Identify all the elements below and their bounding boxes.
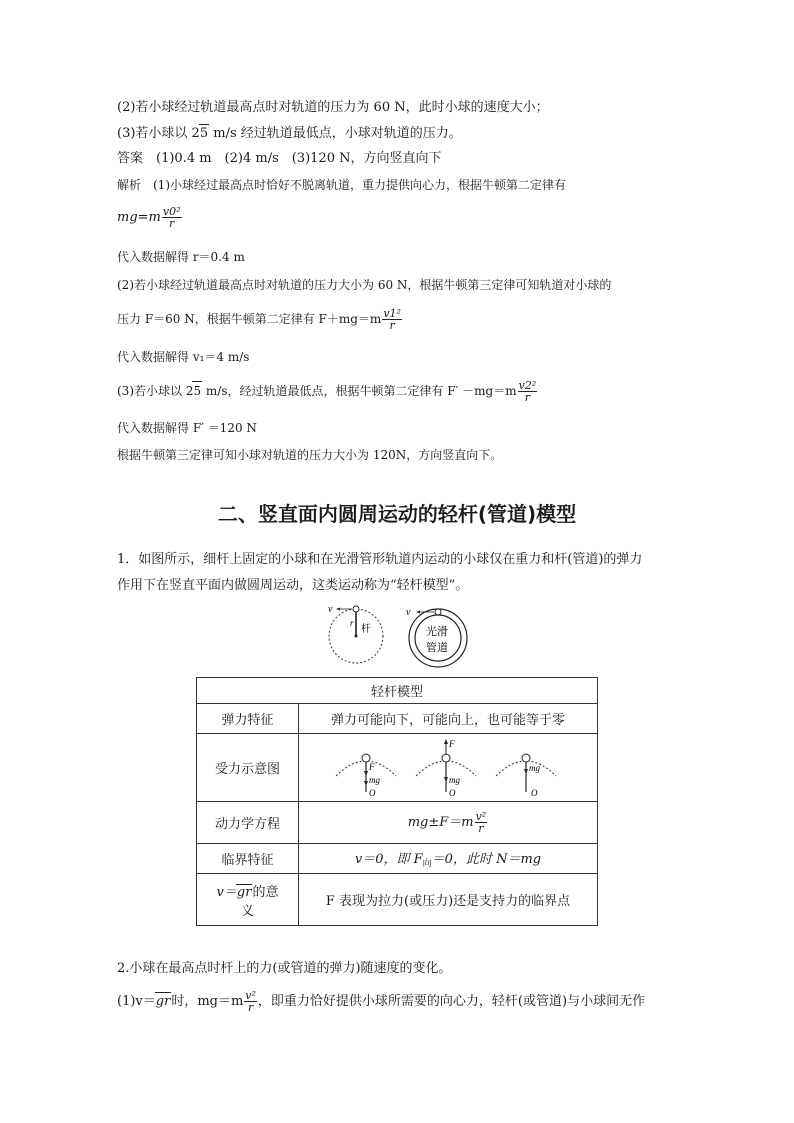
p3-num: v² xyxy=(245,989,256,1002)
table-row xyxy=(197,802,598,844)
line-6-sqrt: 5 xyxy=(192,381,202,400)
dynamics-den: r xyxy=(478,822,484,835)
diagram-1-O: O xyxy=(369,787,376,798)
line-4-fraction xyxy=(382,308,402,331)
tube-model-diagram xyxy=(406,607,467,667)
line-6-text-mid: m/s，经过轨道最低点，根据牛顿第二定律有 F′ －mg＝m xyxy=(202,384,517,398)
table-row xyxy=(197,704,598,734)
section-heading: 二、竖直面内圆周运动的轻杆(管道)模型 xyxy=(217,502,577,526)
row-label-meaning xyxy=(197,874,299,926)
p3-text-mid: 时，mg＝m xyxy=(171,994,244,1009)
rod-model-diagram xyxy=(328,604,383,663)
rod-r-label: r xyxy=(350,618,354,628)
dynamics-num: v² xyxy=(475,810,487,823)
force-diagram-up xyxy=(416,739,476,798)
diagram-2-O: O xyxy=(449,787,456,798)
force-diagrams-cell xyxy=(299,734,598,802)
p3-fraction xyxy=(244,990,257,1013)
question-3-text-end: m/s 经过轨道最低点，小球对轨道的压力。 xyxy=(209,126,462,141)
line-6-num: v2² xyxy=(518,379,537,392)
line-4-num: v1² xyxy=(383,307,401,320)
rod-label: 杆 xyxy=(361,624,371,635)
analysis-line-6 xyxy=(117,380,538,403)
paragraph-1-line-2: 作用下在竖直平面内做圆周运动，这类运动称为“轻杆模型”。 xyxy=(117,578,469,593)
eq-1-den: r xyxy=(169,217,175,230)
line-4-den: r xyxy=(389,319,395,332)
answer-line: 答案 (1)0.4 m (2)4 m/s (3)120 N，方向竖直向下 xyxy=(117,151,442,166)
analysis-line-5: 代入数据解得 v₁＝4 m/s xyxy=(117,350,250,364)
dynamics-fraction xyxy=(475,811,488,834)
analysis-eq-1 xyxy=(117,206,183,229)
diagram-1-mg: mg xyxy=(369,774,380,785)
critical-subscript: 向 xyxy=(422,859,432,869)
analysis-line-2: 代入数据解得 r＝0.4 m xyxy=(117,250,245,264)
row-label-force-diagram: 受力示意图 xyxy=(197,734,299,802)
table-row xyxy=(197,734,598,802)
diagram-3-O: O xyxy=(531,787,538,798)
paragraph-3 xyxy=(117,990,645,1013)
diagram-2-mg: mg xyxy=(449,774,460,785)
p3-text: (1)v＝ xyxy=(117,994,156,1009)
meaning-sqrt: gr xyxy=(236,884,252,900)
analysis-line-8: 根据牛顿第三定律可知小球对轨道的压力大小为 120N，方向竖直向下。 xyxy=(117,448,503,462)
row-label-critical: 临界特征 xyxy=(197,844,299,874)
meaning-label-pre: v＝ xyxy=(216,884,237,900)
force-diagrams xyxy=(328,736,568,800)
row-value-dynamics xyxy=(299,802,598,844)
line-6-fraction xyxy=(518,380,538,403)
rod-model-table xyxy=(196,677,598,926)
row-label-dynamics: 动力学方程 xyxy=(197,802,299,844)
diagram-2-F: F xyxy=(449,738,455,749)
tube-label-top: 光滑 xyxy=(426,625,448,638)
question-3 xyxy=(117,124,462,143)
paragraph-1-line-1: 1．如图所示，细杆上固定的小球和在光滑管形轨道内运动的小球仅在重力和杆(管道)的弹力 xyxy=(117,552,643,567)
rod-tube-figure xyxy=(318,600,478,672)
table-row xyxy=(197,874,598,926)
rod-v-label: v xyxy=(328,604,333,615)
eq-1-lhs: mg=m xyxy=(117,210,161,225)
question-2: (2)若小球经过轨道最高点时对轨道的压力为 60 N，此时小球的速度大小； xyxy=(117,100,549,115)
p3-sqrt: gr xyxy=(155,994,171,1009)
table-title: 轻杆模型 xyxy=(197,678,598,704)
meaning-label-post: 的意 xyxy=(252,884,279,900)
tube-v-label: v xyxy=(406,607,411,618)
row-value-critical xyxy=(299,844,598,874)
sqrt-5: 5 xyxy=(199,126,209,141)
meaning-label-line2: 义 xyxy=(240,903,254,919)
line-6-den: r xyxy=(524,391,531,404)
critical-text: v＝0，即 F xyxy=(354,852,423,867)
eq-1-fraction xyxy=(162,206,182,229)
row-label-elastic: 弹力特征 xyxy=(197,704,299,734)
row-value-elastic: 弹力可能向下，可能向上，也可能等于零 xyxy=(299,704,598,734)
analysis-line-1: 解析 (1)小球经过最高点时恰好不脱离轨道，重力提供向心力，根据牛顿第二定律有 xyxy=(117,178,567,192)
eq-1-num: v0² xyxy=(162,205,181,218)
analysis-line-3: (2)若小球经过轨道最高点时对轨道的压力大小为 60 N，根据牛顿第三定律可知轨道对小球的 xyxy=(117,278,612,292)
tube-label-bottom: 管道 xyxy=(426,641,448,654)
p3-den: r xyxy=(247,1001,254,1014)
p3-text-end: ，即重力恰好提供小球所需要的向心力，轻杆(或管道)与小球间无作 xyxy=(257,994,646,1009)
force-diagram-down xyxy=(336,754,396,798)
diagram-3-mg: mg xyxy=(529,762,540,773)
line-4-text: 压力 F＝60 N，根据牛顿第二定律有 F＋mg＝m xyxy=(117,312,382,326)
critical-text-end: ＝0，此时 N＝mg xyxy=(431,852,542,867)
question-3-text: (3)若小球以 2 xyxy=(117,126,200,141)
row-value-meaning: F 表现为拉力(或压力)还是支持力的临界点 xyxy=(299,874,598,926)
dynamics-lhs: mg±F＝m xyxy=(407,815,474,830)
table-title-row xyxy=(197,678,598,704)
table-row xyxy=(197,844,598,874)
analysis-line-4 xyxy=(117,308,403,331)
diagram-1-F: F xyxy=(369,761,375,772)
analysis-line-7: 代入数据解得 F′ ＝120 N xyxy=(117,421,257,435)
force-diagram-zero xyxy=(496,754,556,798)
paragraph-2: 2.小球在最高点时杆上的力(或管道的弹力)随速度的变化。 xyxy=(117,961,452,976)
line-6-text: (3)若小球以 2 xyxy=(117,384,194,398)
